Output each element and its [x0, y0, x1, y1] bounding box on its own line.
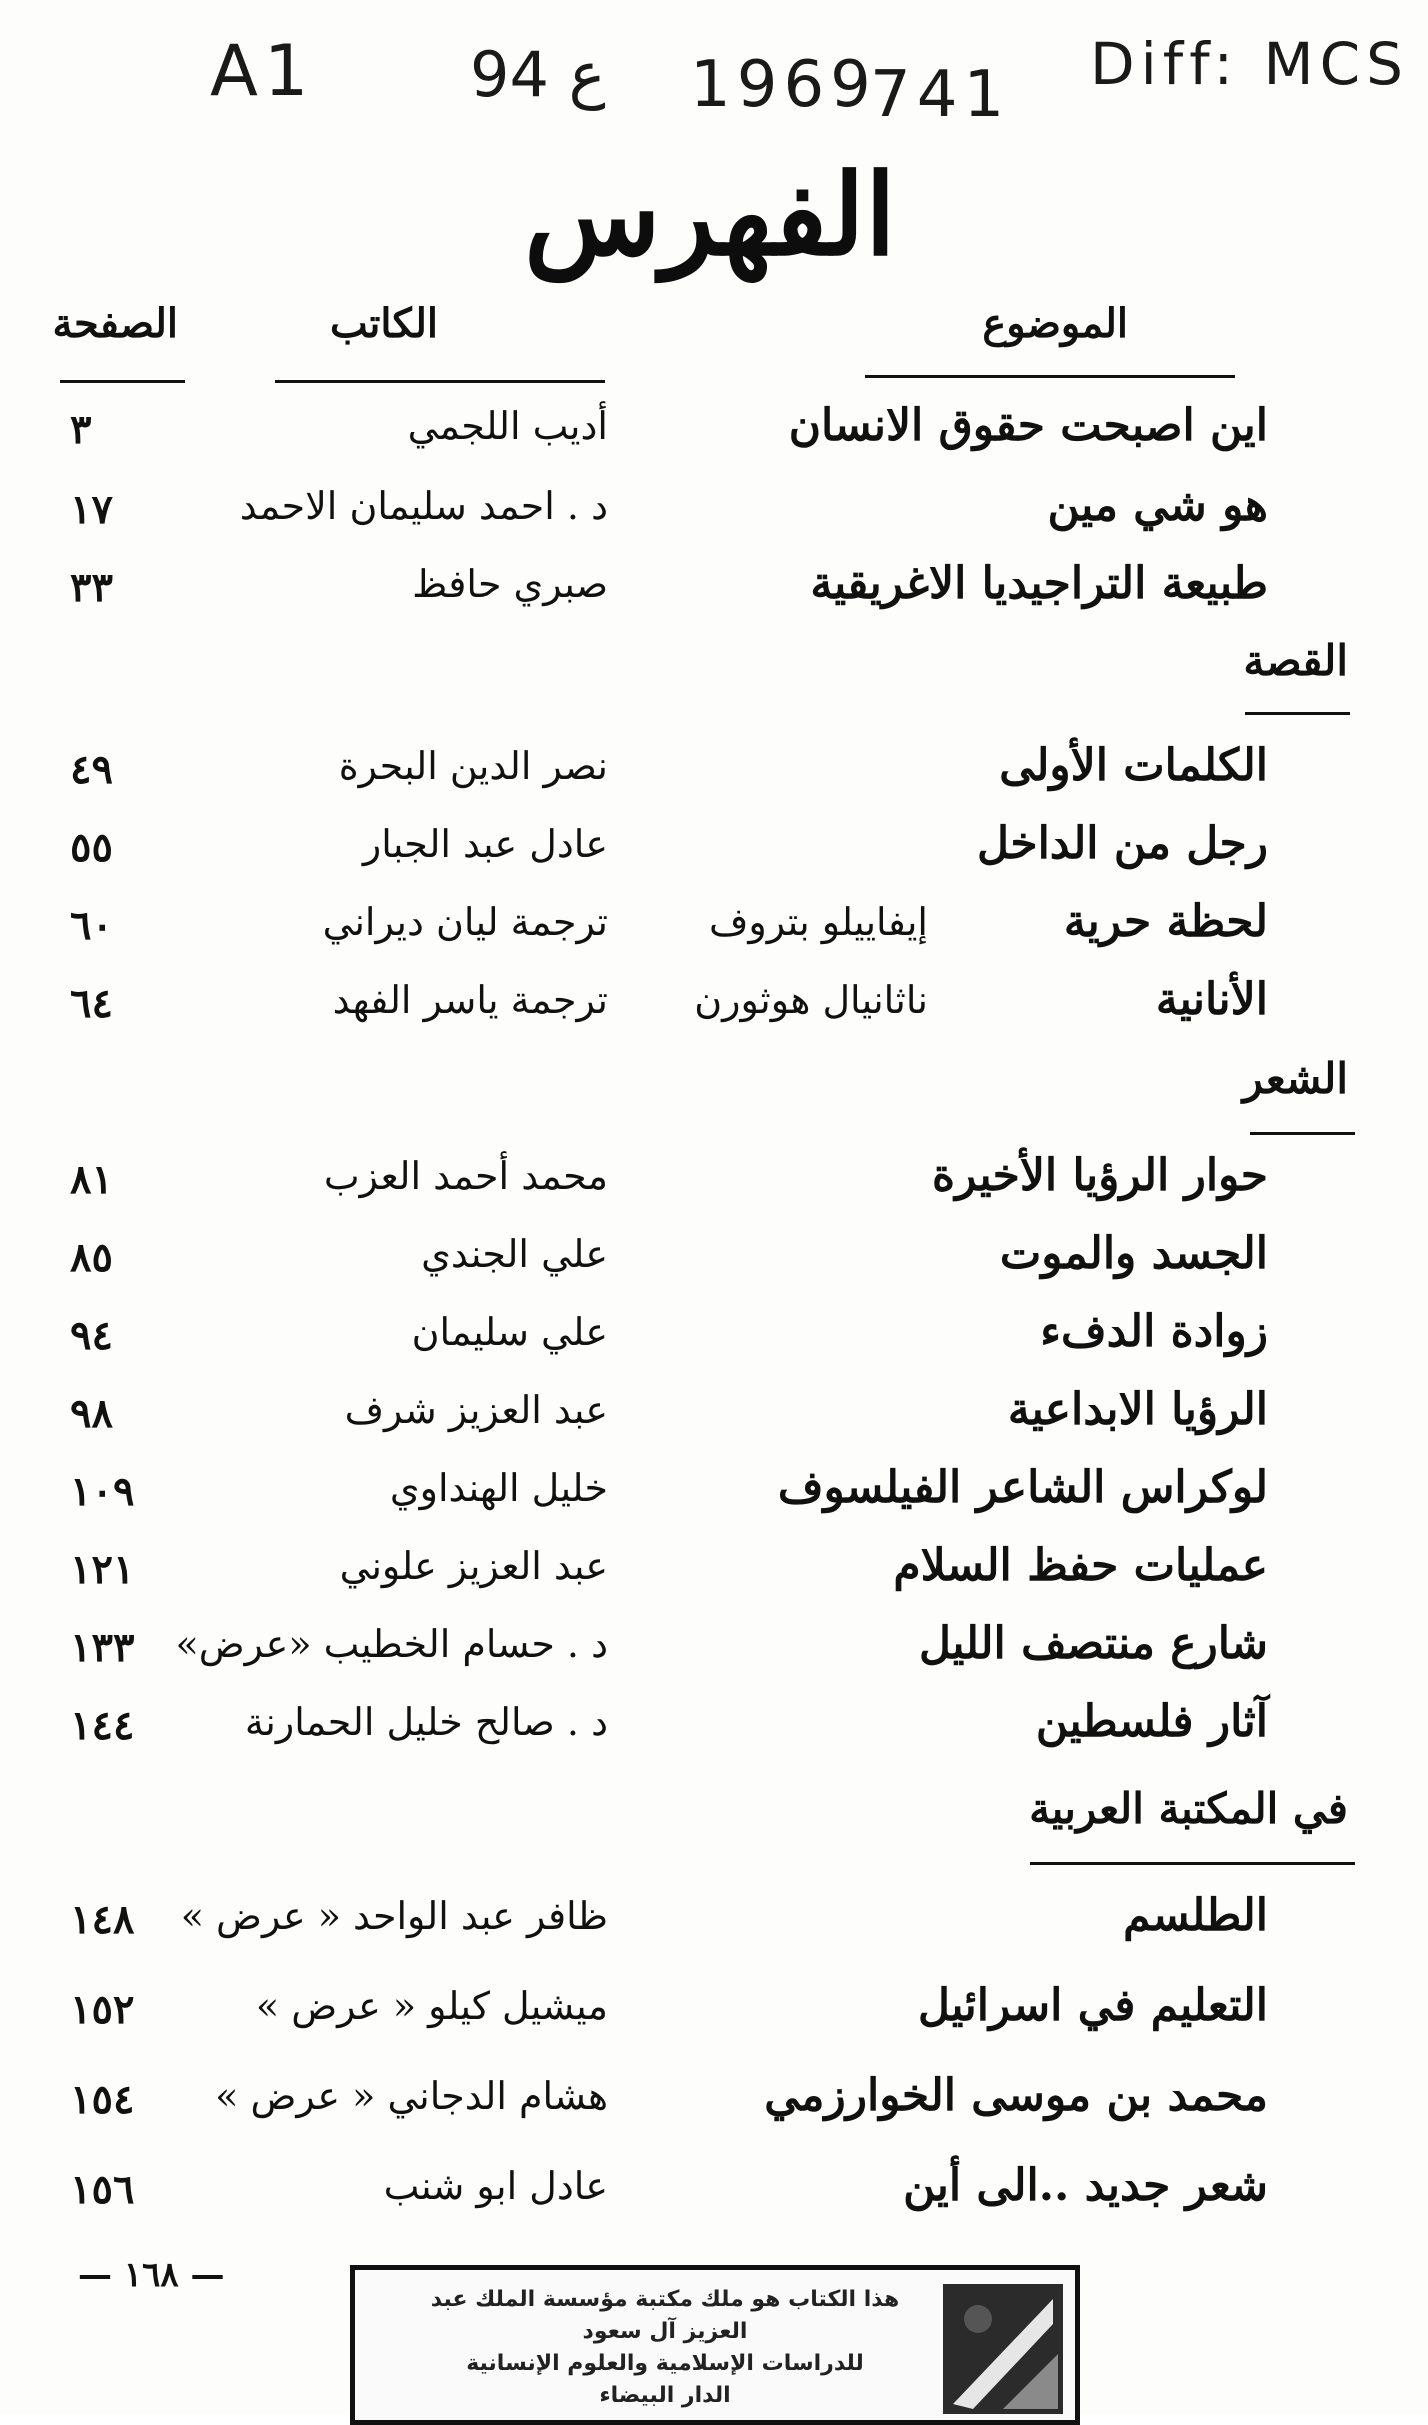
entry-page: ١٧	[70, 486, 113, 533]
header-page-underline	[60, 380, 185, 383]
header-author-underline	[275, 380, 605, 383]
entry-original-author: ناثانيال هوثورن	[694, 978, 928, 1022]
handwritten-code-d: 741	[870, 58, 1011, 132]
stamp-text	[405, 2284, 925, 2412]
toc-row	[0, 1890, 1428, 1970]
stamp-line: الدار البيضاء	[599, 2383, 731, 2408]
entry-title: الرؤيا الابداعية	[1007, 1384, 1268, 1435]
entry-title: الكلمات الأولى	[999, 740, 1268, 791]
toc-row	[0, 1540, 1428, 1620]
entry-page: ١٥٢	[70, 1986, 135, 2033]
entry-author: ميشيل كيلو « عرض »	[255, 1984, 608, 2028]
toc-row	[0, 896, 1428, 976]
entry-page: ٣	[70, 406, 92, 453]
entry-title: محمد بن موسى الخوارزمي	[764, 2070, 1268, 2121]
entry-author: أديب اللجمي	[407, 404, 608, 448]
entry-title: آثار فلسطين	[1035, 1696, 1268, 1747]
section-library-underline	[1030, 1862, 1355, 1865]
entry-page: ٥٥	[70, 824, 113, 871]
entry-original-author: إيفاييلو بتروف	[708, 900, 928, 944]
entry-author: عبد العزيز شرف	[344, 1388, 608, 1432]
entry-title: زوادة الدفء	[1040, 1306, 1268, 1357]
handwritten-code-e: Diff: MCS	[1090, 30, 1409, 98]
entry-page: ١٤٤	[70, 1702, 135, 1749]
handwritten-code-b: 94 ع	[470, 38, 606, 111]
entry-title: طبيعة التراجيديا الاغريقية	[810, 558, 1268, 609]
toc-row	[0, 2070, 1428, 2150]
entry-author: نصر الدين البحرة	[338, 744, 608, 788]
entry-page: ٨٥	[70, 1234, 113, 1281]
section-heading-poetry: الشعر	[1242, 1054, 1348, 1103]
section-heading-library: في المكتبة العربية	[1029, 1784, 1348, 1833]
entry-page: ٨١	[70, 1156, 113, 1203]
entry-title: هو شي مين	[1047, 480, 1268, 531]
entry-page: ١٥٤	[70, 2076, 135, 2123]
entry-page: ٣٣	[70, 564, 113, 611]
library-stamp	[350, 2265, 1080, 2425]
entry-title: رجل من الداخل	[977, 818, 1268, 869]
entry-author: خليل الهنداوي	[389, 1466, 608, 1510]
stamp-line: هذا الكتاب هو ملك مكتبة مؤسسة الملك عبد العزيز آل سعود	[430, 2287, 900, 2344]
handwritten-code-a: A1	[210, 30, 315, 112]
entry-author: صبري حافظ	[412, 562, 608, 606]
header-page: الصفحة	[52, 300, 178, 347]
entry-title: لحظة حرية	[1063, 896, 1268, 947]
toc-row	[0, 2160, 1428, 2240]
handwritten-code-c: 1969	[690, 48, 877, 122]
entry-author: عادل ابو شنب	[383, 2164, 608, 2208]
entry-author: محمد أحمد العزب	[323, 1154, 608, 1198]
page-title: الفهرس	[523, 150, 897, 281]
entry-author: عادل عبد الجبار	[362, 822, 608, 866]
toc-row	[0, 480, 1428, 560]
entry-author: د . حسام الخطيب «عرض»	[175, 1622, 608, 1666]
section-heading-story: القصة	[1243, 636, 1348, 685]
entry-title: شعر جديد ..الى أين	[903, 2160, 1268, 2211]
entry-author: علي الجندي	[421, 1232, 608, 1276]
entry-page: ١٠٩	[70, 1468, 135, 1515]
entry-title: شارع منتصف الليل	[918, 1618, 1268, 1669]
entry-title: اين اصبحت حقوق الانسان	[788, 400, 1268, 451]
toc-row	[0, 818, 1428, 898]
entry-page: ٦٤	[70, 980, 113, 1027]
entry-title: لوكراس الشاعر الفيلسوف	[777, 1462, 1268, 1513]
header-subject: الموضوع	[982, 300, 1128, 347]
entry-author: ظافر عبد الواحد « عرض »	[180, 1894, 608, 1938]
entry-author: ترجمة ياسر الفهد	[332, 978, 608, 1022]
entry-author: هشام الدجاني « عرض »	[215, 2074, 608, 2118]
entry-title: التعليم في اسرائيل	[917, 1980, 1268, 2031]
entry-author: عبد العزيز علوني	[339, 1544, 608, 1588]
toc-row	[0, 1384, 1428, 1464]
entry-page: ١٢١	[70, 1546, 135, 1593]
entry-page: ١٤٨	[70, 1896, 135, 1943]
entry-title: عمليات حفظ السلام	[893, 1540, 1268, 1591]
header-author: الكاتب	[330, 300, 438, 347]
toc-row	[0, 1306, 1428, 1386]
entry-author: علي سليمان	[411, 1310, 608, 1354]
toc-row	[0, 558, 1428, 638]
section-story-underline	[1245, 712, 1350, 715]
toc-row	[0, 1618, 1428, 1698]
entry-author: ترجمة ليان ديراني	[322, 900, 608, 944]
toc-row	[0, 974, 1428, 1054]
library-logo-icon	[943, 2284, 1063, 2414]
entry-author: د . احمد سليمان الاحمد	[239, 484, 608, 528]
entry-page: ٦٠	[70, 902, 113, 949]
stamp-line: للدراسات الإسلامية والعلوم الإنسانية	[466, 2351, 864, 2376]
entry-page: ١٣٣	[70, 1624, 135, 1671]
entry-page: ٩٤	[70, 1312, 113, 1359]
toc-row	[0, 1150, 1428, 1230]
entry-author: د . صالح خليل الحمارنة	[244, 1700, 608, 1744]
toc-row	[0, 1696, 1428, 1776]
entry-title: الأنانية	[1155, 974, 1268, 1025]
entry-title: الطلسم	[1123, 1890, 1268, 1941]
toc-row	[0, 1228, 1428, 1308]
toc-row	[0, 740, 1428, 820]
entry-title: حوار الرؤيا الأخيرة	[932, 1150, 1268, 1201]
entry-page: ٩٨	[70, 1390, 113, 1437]
toc-row	[0, 400, 1428, 480]
footer-page-number: — ١٦٨ —	[78, 2255, 225, 2295]
entry-title: الجسد والموت	[999, 1228, 1268, 1279]
entry-page: ١٥٦	[70, 2166, 135, 2213]
toc-row	[0, 1980, 1428, 2060]
toc-row	[0, 1462, 1428, 1542]
header-subject-underline	[865, 375, 1235, 378]
entry-page: ٤٩	[70, 746, 113, 793]
section-poetry-underline	[1250, 1132, 1355, 1135]
